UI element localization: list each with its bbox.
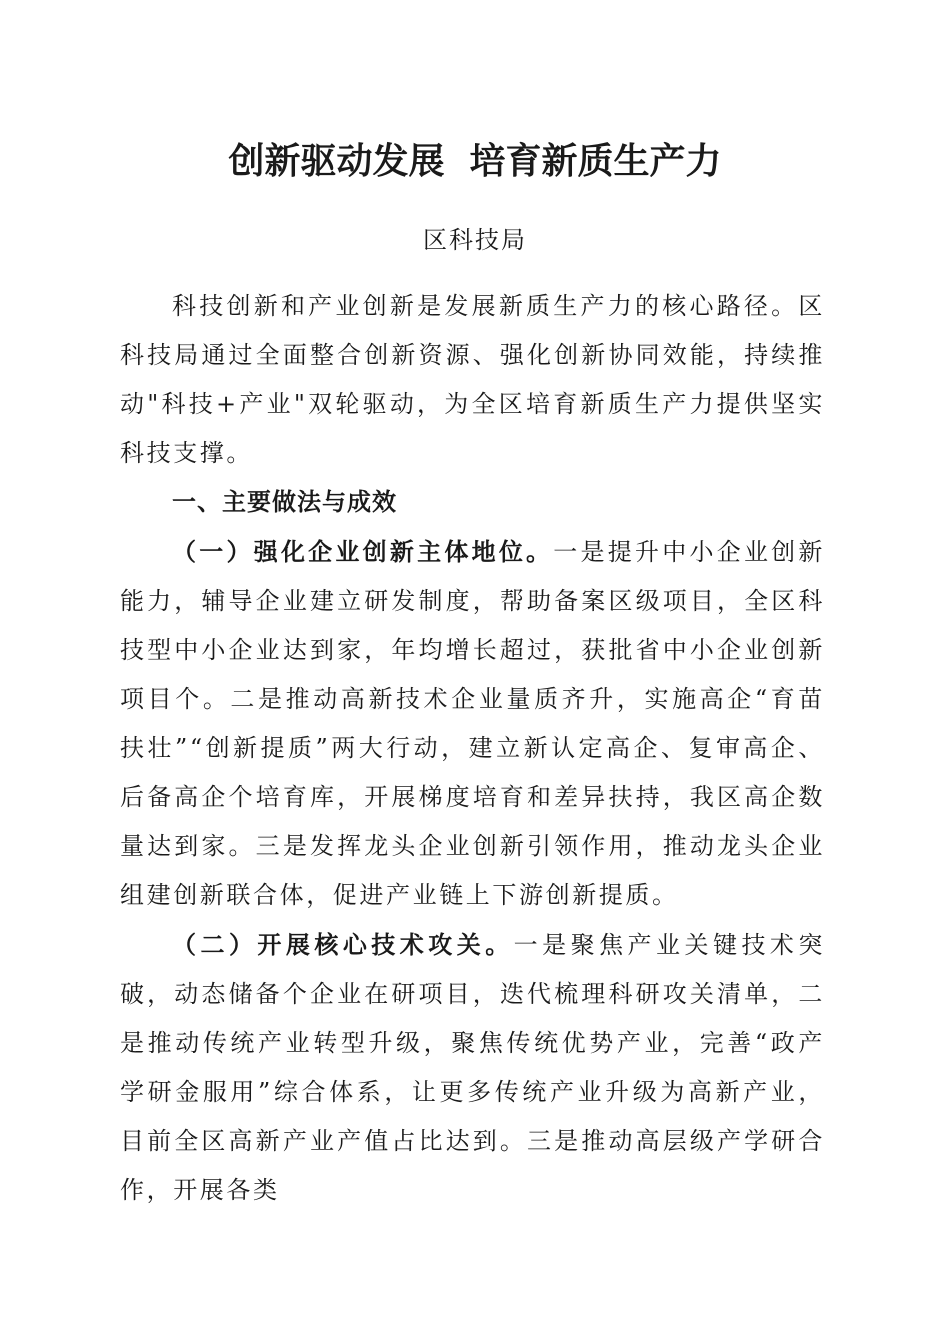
subsection-2-text: 一是聚焦产业关键技术突破，动态储备个企业在研项目，迭代梳理科研攻关清单，二是推动传统产业转型升级，聚焦传统优势产业，完善“政产学研金服用”综合体系，让更多传统产业升级为高新产业，目前全区高新产业产值占比达到。三是推动高层级产学研合作，开展各类	[120, 931, 825, 1204]
subsection-1-lead: （一）强化企业创新主体地位。	[172, 537, 554, 566]
subsection-2-paragraph	[120, 920, 825, 1215]
document-body	[120, 282, 825, 1215]
intro-paragraph: 科技创新和产业创新是发展新质生产力的核心路径。区科技局通过全面整合创新资源、强化创新协同效能，持续推动"科技+产业"双轮驱动，为全区培育新质生产力提供坚实科技支撑。	[120, 292, 825, 467]
subsection-1-text: 一是提升中小企业创新能力，辅导企业建立研发制度，帮助备案区级项目，全区科技型中小企业达到家，年均增长超过，获批省中小企业创新项目个。二是推动高新技术企业量质齐升，实施高企“育苗扶壮”“创新提质”两大行动，建立新认定高企、复审高企、后备高企个培育库，开展梯度培育和差异扶持，我区高企数量达到家。三是发挥龙头企业创新引领作用，推动龙头企业组建创新联合体，促进产业链上下游创新提质。	[120, 538, 826, 909]
document-author: 区科技局	[423, 226, 527, 254]
document-title: 创新驱动发展 培育新质生产力	[228, 140, 722, 182]
section-heading: 一、主要做法与成效	[172, 488, 397, 516]
subsection-2-lead: （二）开展核心技术攻关。	[172, 930, 514, 959]
subsection-1-paragraph	[120, 527, 825, 920]
